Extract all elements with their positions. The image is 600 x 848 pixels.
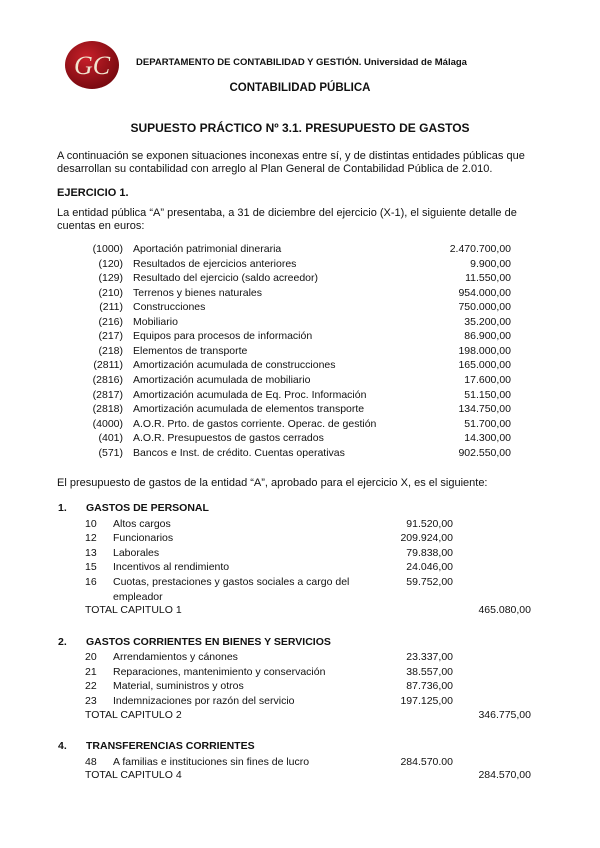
account-name: Resultados de ejercicios anteriores — [133, 257, 297, 270]
account-code: (4000) — [92, 417, 123, 430]
budget-item-amount: 59.752,00 — [406, 576, 453, 588]
account-row — [0, 243, 600, 257]
budget-item-amount: 24.046,00 — [406, 561, 453, 574]
account-amount: 14.300,00 — [464, 432, 511, 445]
account-row — [0, 447, 600, 461]
account-name: Elementos de transporte — [133, 344, 248, 357]
account-row — [0, 272, 600, 286]
account-name: Bancos e Inst. de crédito. Cuentas operativas — [133, 446, 345, 459]
account-code: (211) — [99, 301, 123, 314]
account-name: Construcciones — [133, 301, 206, 314]
account-amount: 9.900,00 — [470, 257, 511, 270]
budget-item-name: Arrendamientos y cánones — [113, 651, 238, 664]
budget-item-code: 12 — [85, 532, 97, 545]
account-row — [0, 258, 600, 272]
account-name: Equipos para procesos de información — [133, 330, 313, 343]
budget-item-name: Material, suministros y otros — [113, 680, 244, 693]
account-amount: 750.000,00 — [458, 301, 511, 314]
budget-item-code: 16 — [85, 576, 97, 588]
account-row — [0, 359, 600, 373]
account-row — [0, 301, 600, 315]
chapter-number: 4. — [58, 740, 67, 753]
account-name: Amortización acumulada de Eq. Proc. Información — [133, 388, 367, 401]
exercise-heading: EJERCICIO 1. — [57, 187, 129, 199]
intro-paragraph: A continuación se exponen situaciones inconexas entre sí, y de distintas entidades públicas que desarrollan su contabilidad con arreglo al Plan General de Contabilidad Pública de 2.010. — [57, 150, 525, 175]
budget-item-name: Altos cargos — [113, 517, 171, 530]
chapter-number: 1. — [58, 502, 67, 514]
budget-item-amount: 23.337,00 — [406, 651, 453, 664]
account-row — [0, 389, 600, 403]
account-row — [0, 432, 600, 446]
account-name: A.O.R. Prto. de gastos corriente. Operac. de gestión — [133, 417, 377, 430]
budget-item-code: 22 — [85, 680, 97, 693]
account-name: Terrenos y bienes naturales — [133, 286, 262, 299]
account-row — [0, 418, 600, 432]
document-title: SUPUESTO PRÁCTICO Nº 3.1. PRESUPUESTO DE GASTOS — [130, 121, 470, 135]
account-code: (401) — [98, 432, 123, 445]
budget-item-amount: 284.570.00 — [400, 755, 453, 768]
account-amount: 86.900,00 — [464, 330, 511, 343]
account-code: (571) — [98, 446, 123, 459]
budget-item-name: Laborales — [113, 546, 160, 559]
account-amount: 165.000,00 — [458, 359, 511, 372]
budget-item-amount: 91.520,00 — [406, 517, 453, 530]
subject-title: CONTABILIDAD PÚBLICA — [229, 82, 371, 94]
budget-item-amount: 197.125,00 — [400, 695, 453, 707]
account-code: (2816) — [92, 373, 123, 386]
chapter-total-amount: 346.775,00 — [478, 708, 531, 721]
account-amount: 2.470.700,00 — [449, 243, 511, 255]
chapter-total-amount: 284.570,00 — [478, 769, 531, 782]
chapter-number: 2. — [58, 635, 67, 648]
account-name: Aportación patrimonial dineraria — [133, 243, 282, 255]
account-row — [0, 330, 600, 344]
logo-letters: GC — [73, 51, 111, 80]
account-code: (1000) — [92, 243, 123, 255]
account-amount: 11.550,00 — [465, 272, 511, 285]
chapter-total-label: TOTAL CAPITULO 4 — [85, 769, 182, 782]
account-name: Mobiliario — [133, 315, 178, 328]
budget-item-code: 15 — [85, 561, 97, 574]
account-row — [0, 403, 600, 417]
chapter-title: GASTOS CORRIENTES EN BIENES Y SERVICIOS — [86, 635, 331, 648]
budget-item-name: Cuotas, prestaciones y gastos sociales a cargo del empleador — [113, 576, 350, 603]
department-header: DEPARTAMENTO DE CONTABILIDAD Y GESTIÓN. Universidad de Málaga — [136, 57, 467, 68]
account-row — [0, 287, 600, 301]
account-name: Amortización acumulada de elementos transporte — [133, 403, 365, 416]
chapter-total-label: TOTAL CAPITULO 2 — [85, 708, 182, 721]
account-amount: 954.000,00 — [458, 286, 511, 299]
account-code: (2818) — [92, 403, 123, 416]
budget-item-name: Indemnizaciones por razón del servicio — [113, 695, 295, 707]
account-code: (217) — [98, 330, 123, 343]
account-code: (218) — [98, 344, 123, 357]
account-code: (2817) — [92, 388, 123, 401]
budget-item-code: 13 — [85, 546, 97, 559]
account-amount: 134.750,00 — [458, 403, 511, 416]
budget-item-amount: 38.557,00 — [406, 665, 453, 678]
account-code: (216) — [98, 315, 123, 328]
budget-item-amount: 79.838,00 — [406, 546, 453, 559]
budget-item-code: 10 — [85, 517, 97, 530]
chapter-title: TRANSFERENCIAS CORRIENTES — [86, 740, 255, 753]
chapter-total-label: TOTAL CAPITULO 1 — [85, 604, 182, 616]
account-name: Resultado del ejercicio (saldo acreedor) — [133, 272, 319, 285]
account-code: (210) — [98, 286, 123, 299]
account-amount: 51.150,00 — [464, 388, 511, 401]
budget-item-name: Incentivos al rendimiento — [113, 561, 230, 574]
chapter-total-amount: 465.080,00 — [478, 604, 531, 616]
budget-item-amount: 87.736,00 — [406, 680, 453, 693]
account-amount: 17.600,00 — [464, 373, 511, 386]
account-code: (2811) — [93, 359, 123, 372]
account-amount: 35.200,00 — [464, 315, 511, 328]
account-row — [0, 374, 600, 388]
exercise-text: La entidad pública “A” presentaba, a 31 de diciembre del ejercicio (X-1), el siguiente detalle de cuentas en euros: — [57, 207, 517, 232]
account-amount: 51.700,00 — [464, 417, 511, 430]
chapter-title: GASTOS DE PERSONAL — [86, 502, 209, 514]
account-code: (120) — [98, 257, 123, 270]
account-name: A.O.R. Presupuestos de gastos cerrados — [133, 432, 324, 445]
budget-item-code: 48 — [85, 755, 97, 768]
budget-intro: El presupuesto de gastos de la entidad “A”, aprobado para el ejercicio X, es el siguiente: — [57, 477, 488, 489]
budget-item-name: Reparaciones, mantenimiento y conservación — [113, 665, 326, 678]
budget-item-amount: 209.924,00 — [400, 532, 453, 545]
account-amount: 902.550,00 — [458, 446, 511, 459]
account-name: Amortización acumulada de mobiliario — [133, 373, 311, 386]
budget-item-code: 21 — [85, 665, 97, 678]
budget-item-name: Funcionarios — [113, 532, 174, 545]
account-row — [0, 316, 600, 330]
budget-item-code: 23 — [85, 695, 97, 707]
account-name: Amortización acumulada de construcciones — [133, 359, 336, 372]
budget-item-code: 20 — [85, 651, 97, 664]
account-code: (129) — [98, 272, 123, 285]
account-row — [0, 345, 600, 359]
account-amount: 198.000,00 — [458, 344, 511, 357]
budget-item-name: A familias e instituciones sin fines de lucro — [113, 755, 310, 768]
